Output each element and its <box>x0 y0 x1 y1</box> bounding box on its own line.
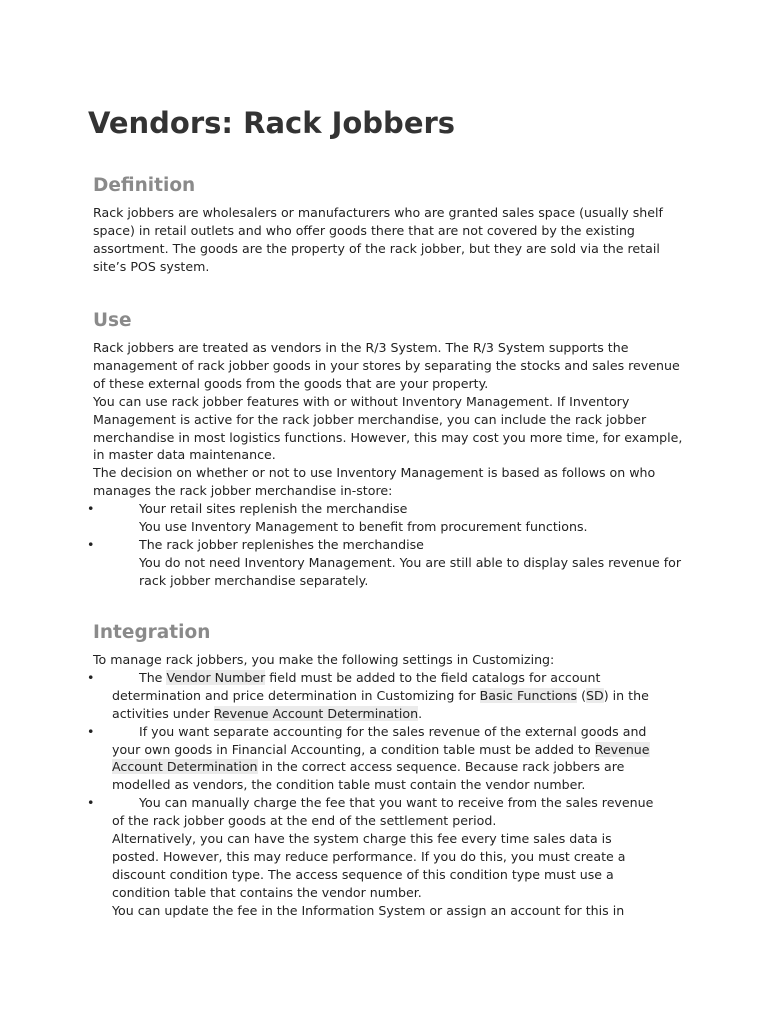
bullet-icon: • <box>87 795 95 811</box>
basic-functions-link[interactable]: Basic Functions <box>479 687 578 703</box>
use-heading: Use <box>93 310 132 331</box>
integration-section <box>87 651 658 920</box>
revenue-account-determination-link[interactable]: Revenue Account Determination <box>213 705 419 721</box>
use-paragraph-2: You can use rack jobber features with or without Inventory Management. If Inventory Management is active for the rack jobber merchandise, you can include the rack jobber merchandise in most logistics functions. However, this may cost you more time, for example, in master data maintenance. <box>93 393 683 463</box>
list-item-text: You use Inventory Management to benefit from procurement functions. <box>139 519 588 535</box>
list-item-text: Alternatively, you can have the system charge this fee every time sales data is posted. However, this may reduce performance. If you do this, you must create a discount condition type. The access sequence of this condition type must use a condition table that contains the vendor number. <box>112 831 626 900</box>
list-item-text: You can update the fee in the Information System or assign an account for this in <box>112 902 625 918</box>
bullet-icon: • <box>87 723 95 739</box>
list-item <box>87 500 683 536</box>
integration-heading: Integration <box>93 622 211 643</box>
list-item <box>87 536 683 590</box>
vendor-number-link[interactable]: Vendor Number <box>166 669 266 685</box>
use-paragraph-3: The decision on whether or not to use Inventory Management is based as follows on who manages the rack jobber merchandise in-store: <box>93 465 656 499</box>
use-paragraph-1: Rack jobbers are treated as vendors in the R/3 System. The R/3 System supports the management of rack jobber goods in your stores by separating the stocks and sales revenue of these external goods from the goods that are your property. <box>93 340 680 391</box>
list-item: • The Vendor Number field must be added to the field catalogs for account determination and price determination in Customizing for Basic Functions (SD) in the activities under Revenue Account Determination. <box>87 669 649 721</box>
use-bullet-list <box>87 500 683 590</box>
list-item: • You can manually charge the fee that you want to receive from the sales revenue of the rack jobber goods at the end of the settlement period. Alternatively, you can have the system charge this fee every time sales data is posted. However, this may reduce performance. If you do this, you must create a discount condition type. The access sequence of this condition type must use a condition table that contains the vendor number. You can update the fee in the Information System or assign an account for this in <box>93 794 658 919</box>
bullet-icon: • <box>87 536 95 552</box>
list-item: • If you want separate accounting for the sales revenue of the external goods and your own goods in Financial Accounting, a condition table must be added to Revenue Account Determination in the correct access sequence. Because rack jobbers are modelled as vendors, the condition table must contain the vendor number. <box>87 723 650 793</box>
bullet-icon: • <box>87 669 95 685</box>
definition-text <box>93 204 663 276</box>
bullet-icon: • <box>87 501 95 517</box>
list-item-title: The rack jobber replenishes the merchandise <box>139 536 424 552</box>
list-item-title: Your retail sites replenish the merchandise <box>139 501 408 517</box>
integration-bullet-list <box>87 669 658 920</box>
sd-link[interactable]: SD <box>586 687 604 703</box>
revenue-account-determination-link-2[interactable]: Revenue Account Determination <box>112 741 650 775</box>
list-item-text: You do not need Inventory Management. You are still able to display sales revenue for rack jobber merchandise separately. <box>139 554 682 588</box>
definition-heading: Definition <box>93 175 196 196</box>
definition-paragraph: Rack jobbers are wholesalers or manufacturers who are granted sales space (usually shelf space) in retail outlets and who offer goods there that are not covered by the existing assortment. The goods are the property of the rack jobber, but they are sold via the retail site’s POS system. <box>93 205 663 274</box>
use-section <box>87 339 683 590</box>
integration-intro: To manage rack jobbers, you make the following settings in Customizing: <box>93 652 555 667</box>
page-title: Vendors: Rack Jobbers <box>88 106 456 140</box>
